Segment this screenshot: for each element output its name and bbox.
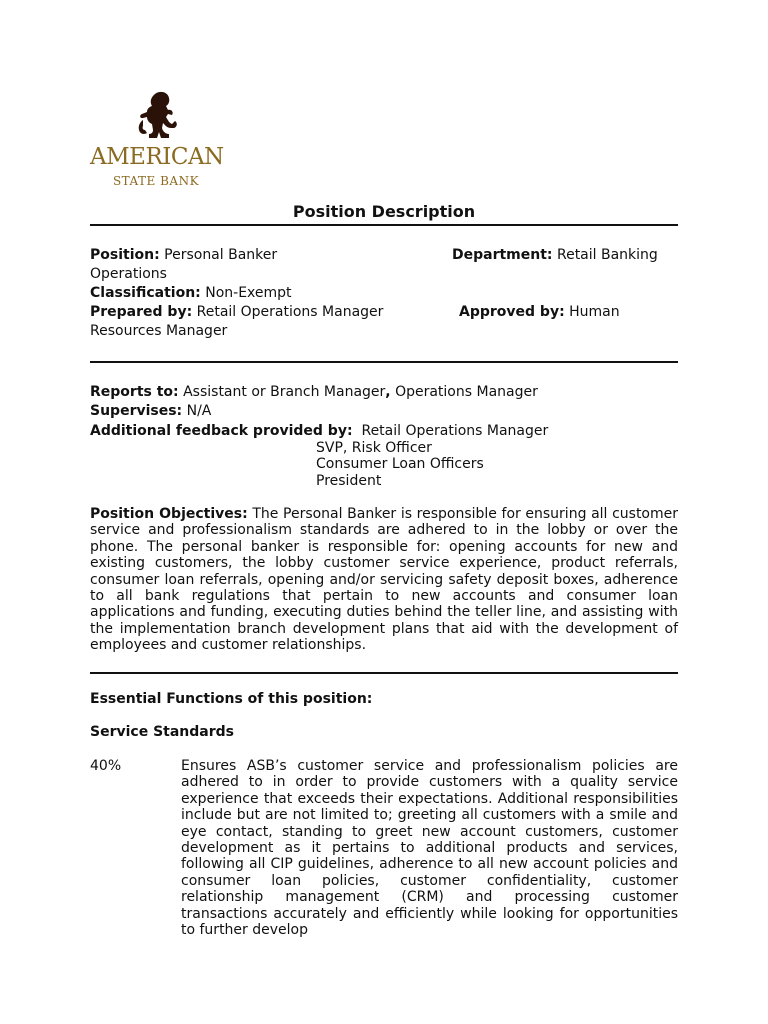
prepared-by-value: Retail Operations Manager <box>196 304 384 320</box>
service-standards-heading: Service Standards <box>90 724 234 740</box>
approved-by-label: Approved by: <box>459 304 565 320</box>
objectives-label: Position Objectives: <box>90 506 248 522</box>
essential-functions-heading: Essential Functions of this position: <box>90 691 373 707</box>
department-label: Department: <box>452 247 553 263</box>
feedback-item: Consumer Loan Officers <box>316 456 484 472</box>
feedback-item: SVP, Risk Officer <box>316 440 432 456</box>
feedback-item: Retail Operations Manager <box>361 423 549 439</box>
position-field <box>90 246 277 265</box>
position-objectives <box>90 506 678 654</box>
approved-by-continued: Resources Manager <box>90 323 228 339</box>
bank-name: AMERICAN <box>90 144 224 170</box>
department-continued: Operations <box>90 266 167 282</box>
department-field <box>452 246 658 265</box>
classification-value: Non-Exempt <box>205 285 292 301</box>
position-label: Position: <box>90 247 160 263</box>
divider <box>90 224 678 226</box>
rampant-lion-icon <box>135 90 179 140</box>
classification-label: Classification: <box>90 285 201 301</box>
company-logo <box>90 90 230 190</box>
reports-to-value-2: Operations Manager <box>395 384 538 400</box>
feedback-label: Additional feedback provided by: <box>90 423 353 439</box>
feedback-item: President <box>316 473 382 489</box>
page-title: Position Description <box>292 202 476 221</box>
reports-to-field <box>90 383 538 402</box>
department-value: Retail Banking <box>556 247 658 263</box>
supervises-label: Supervises: <box>90 403 183 419</box>
reports-to-label: Reports to: <box>90 384 179 400</box>
objectives-text: The Personal Banker is responsible for ensuring all customer service and professionalism standards are adhered to in the lobby or over the phone. The personal banker is responsible for: opening accounts for new and existing customers, the lobby customer service experience, product referrals, consumer loan referrals, opening and/or servicing safety deposit boxes, adherence to all bank regulations that pertain to new accounts and consumer loan applications and funding, executing duties behind the teller line, and assisting with the implementation branch development plans that aid with the development of employees and customer relationships. <box>90 506 678 654</box>
approved-by-value: Human <box>569 304 620 320</box>
position-value: Personal Banker <box>164 247 278 263</box>
prepared-by-label: Prepared by: <box>90 304 193 320</box>
bank-subname: STATE BANK <box>112 174 200 188</box>
service-standards-text: Ensures ASB’s customer service and professionalism policies are adhered to in order to provide customers with a quality service experience that exceeds their expectations. Additional responsibilities include but are not limited to; greeting all customers with a smile and eye contact, standing to greet new account customers, customer development as it pertains to additional products and services, following all CIP guidelines, adherence to all new account policies and consumer loan policies, customer confidentiality, customer relationship management (CRM) and processing customer transactions accurately and efficiently while looking for opportunities to further develop <box>181 758 678 939</box>
percent-label: 40% <box>90 758 122 774</box>
divider <box>90 361 678 363</box>
reports-to-value: Assistant or Branch Manager <box>183 384 386 400</box>
supervises-field <box>90 402 211 421</box>
classification-field <box>90 284 292 303</box>
approved-by-field <box>459 303 620 322</box>
reports-to-separator: , <box>385 384 391 400</box>
prepared-by-field <box>90 303 383 322</box>
supervises-value: N/A <box>186 403 212 419</box>
divider <box>90 672 678 674</box>
